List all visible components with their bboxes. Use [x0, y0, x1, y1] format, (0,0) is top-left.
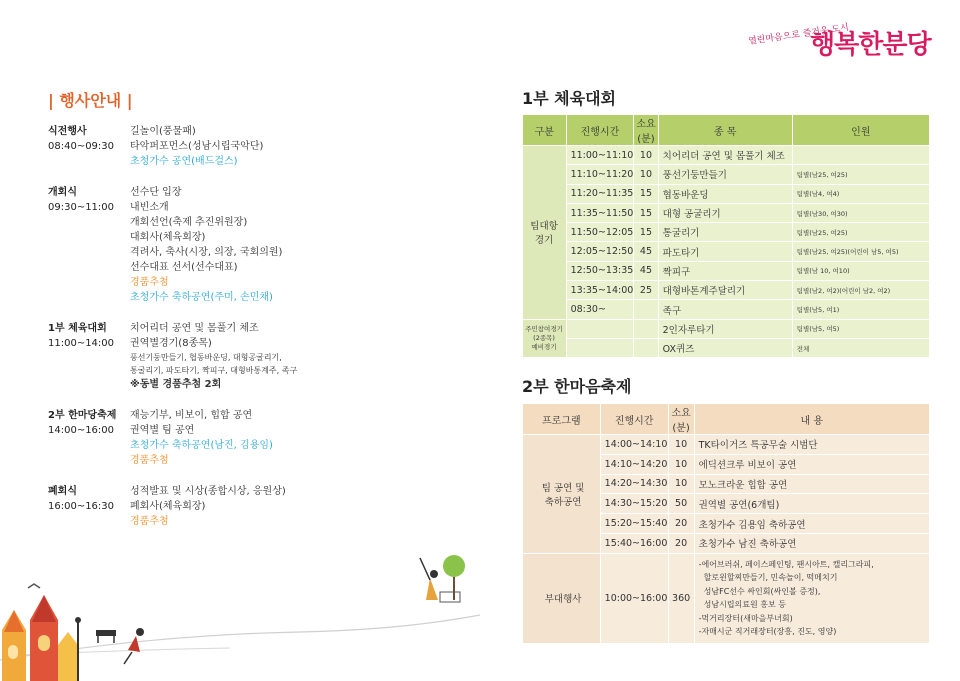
part1-table: [522, 114, 930, 358]
people-cell: [792, 146, 929, 165]
people-cell: 팀별(남 10, 여10): [792, 261, 929, 280]
event-detail: 경품추첨: [130, 455, 169, 466]
event-detail: 경품추첨: [130, 516, 169, 527]
event-detail: 폐회사(체육회장): [130, 501, 206, 512]
column-header: 소요 (분): [668, 404, 694, 435]
event-block: [48, 484, 448, 529]
event-detail: 재능기부, 비보이, 힙합 공연: [130, 410, 253, 421]
list-item: -자매시군 직거래장터(장흥, 진도, 영양): [698, 627, 837, 637]
event-cell: OX퀴즈: [658, 338, 792, 357]
list-item: -먹거리장터(새마을부녀회): [698, 613, 793, 623]
event-name: 개회식: [48, 187, 77, 198]
minutes-cell: [634, 319, 658, 338]
people-cell: 팀별(남30, 여30): [792, 203, 929, 222]
content-cell: 초청가수 남진 축하공연: [694, 533, 929, 553]
event-detail: 권역별 팀 공연: [130, 425, 195, 436]
minutes-cell: 45: [634, 242, 658, 261]
time-cell: 11:00~11:10: [566, 146, 634, 165]
time-cell: 13:35~14:00: [566, 281, 634, 300]
people-cell: 팀별(남4, 여4): [792, 184, 929, 203]
column-header: 진행시간: [600, 404, 668, 435]
list-item: -에어브러쉬, 페이스페인팅, 팬시아트, 캘리그라피,: [698, 559, 874, 569]
event-detail: 내빈소개: [130, 202, 169, 213]
minutes-cell: 50: [668, 494, 694, 514]
minutes-cell: 360: [668, 553, 694, 643]
event-detail: 대회사(체육회장): [130, 232, 206, 243]
event-name: 1부 체육대회: [48, 323, 107, 334]
time-cell: 14:00~14:10: [600, 435, 668, 455]
people-cell: 팀별(남25, 여25): [792, 223, 929, 242]
table-row: [523, 242, 930, 261]
time-cell: 11:10~11:20: [566, 165, 634, 184]
time-cell: 14:10~14:20: [600, 454, 668, 474]
people-cell: 팀별(남25, 여25): [792, 165, 929, 184]
people-cell: 팀별(남5, 여5): [792, 319, 929, 338]
column-header: 인원: [792, 115, 929, 146]
people-cell: 팀별(남2, 여2)(어린이 남2, 여2): [792, 281, 929, 300]
event-name: 식전행사: [48, 126, 87, 137]
event-cell: 협동바운딩: [658, 184, 792, 203]
time-cell: 11:50~12:05: [566, 223, 634, 242]
column-header: 프로그램: [523, 404, 601, 435]
table-row: [523, 203, 930, 222]
tree-illustration: [440, 555, 465, 602]
minutes-cell: 10: [634, 165, 658, 184]
jumping-girl-illustration: [420, 558, 438, 600]
time-cell: 14:30~15:20: [600, 494, 668, 514]
event-detail: 풍선기둥만들기, 협동바운딩, 대형공굴리기,: [130, 353, 282, 362]
castle-illustration: [2, 595, 78, 681]
event-detail: 길놀이(풍물패): [130, 126, 196, 137]
event-detail: 선수대표 선서(선수대표): [130, 262, 238, 273]
content-cell: 초청가수 김용임 축하공연: [694, 514, 929, 534]
minutes-cell: 15: [634, 184, 658, 203]
brand-name: 행복한분당: [810, 30, 931, 60]
event-detail: 초청가수 축하공연(남진, 김용임): [130, 440, 273, 451]
time-cell: 14:20~14:30: [600, 474, 668, 494]
event-detail: 권역별경기(8종목): [130, 338, 212, 349]
people-cell: 팀별(남25, 여25)(어린이 남5, 여5): [792, 242, 929, 261]
event-cell: 대형바톤계주달리기: [658, 281, 792, 300]
table-row: [523, 184, 930, 203]
event-time: 09:30~11:00: [48, 202, 115, 213]
minutes-cell: 10: [668, 474, 694, 494]
event-name: 2부 한마당축제: [48, 410, 117, 421]
time-cell: 10:00~16:00: [600, 553, 668, 643]
time-cell: 15:20~15:40: [600, 514, 668, 534]
table-header: [523, 404, 930, 435]
part2-table: [522, 403, 930, 644]
event-guide-title: | 행사안내 |: [48, 91, 133, 110]
event-detail: ※동별 경품추첨 2회: [130, 379, 222, 390]
running-girl-illustration: [124, 628, 144, 664]
table-row: [523, 435, 930, 455]
event-time: 08:40~09:30: [48, 141, 115, 152]
event-detail: 타악퍼포먼스(성남시립국악단): [130, 141, 264, 152]
content-cell: 권역별 공연(6개팀): [694, 494, 929, 514]
minutes-cell: 25: [634, 281, 658, 300]
event-cell: 파도타기: [658, 242, 792, 261]
time-cell: [566, 338, 634, 357]
list-item: 할로윈할찌만들기, 민속놀이, 떡메치기: [698, 573, 838, 583]
table-row: [523, 146, 930, 165]
event-detail: 통굴리기, 파도타기, 짝피구, 대형바통계주, 족구: [130, 366, 298, 375]
minutes-cell: 45: [634, 261, 658, 280]
column-header: 종 목: [658, 115, 792, 146]
event-detail: 치어리더 공연 및 몸풀기 체조: [130, 323, 259, 334]
time-cell: 15:40~16:00: [600, 533, 668, 553]
event-detail: 격려사, 축사(시장, 의장, 국회의원): [130, 247, 283, 258]
table-row: [523, 319, 930, 338]
minutes-cell: [634, 300, 658, 319]
event-detail: 경품추첨: [130, 277, 169, 288]
content-cell: 모노크라운 힙합 공연: [694, 474, 929, 494]
event-detail: 초청가수 공연(배드걸스): [130, 156, 238, 167]
table-row: [523, 281, 930, 300]
minutes-cell: 15: [634, 203, 658, 222]
column-header: 구분: [523, 115, 567, 146]
time-cell: 11:20~11:35: [566, 184, 634, 203]
brand-logo: [748, 22, 938, 68]
table-row: [523, 338, 930, 357]
table-header: [523, 115, 930, 146]
time-cell: 08:30~: [566, 300, 634, 319]
table-row: [523, 261, 930, 280]
time-cell: 11:35~11:50: [566, 203, 634, 222]
event-cell: 족구: [658, 300, 792, 319]
table-row: [523, 165, 930, 184]
group-cell: 팀 공연 및 축하공연: [523, 435, 601, 554]
event-cell: 풍선기둥만들기: [658, 165, 792, 184]
event-detail: 초청가수 축하공연(주미, 손민채): [130, 292, 273, 303]
column-header: 소요 (분): [634, 115, 658, 146]
group-cell: 부대행사: [523, 553, 601, 643]
people-cell: 팀별(남5, 여1): [792, 300, 929, 319]
part2-title: 2부 한마음축제: [522, 377, 632, 396]
event-name: 폐회식: [48, 486, 77, 497]
content-cell: TK타이거즈 특공무술 시범단: [694, 435, 929, 455]
event-cell: 통굴리기: [658, 223, 792, 242]
column-header: 내 용: [694, 404, 929, 435]
brand-slogan: 열린마음으로 즐거운 도시: [747, 23, 850, 48]
minutes-cell: 10: [634, 146, 658, 165]
event-detail: 개회선언(축제 추진위원장): [130, 217, 248, 228]
event-time: 16:00~16:30: [48, 501, 115, 512]
time-cell: 12:05~12:50: [566, 242, 634, 261]
event-cell: 대형 공굴리기: [658, 203, 792, 222]
content-cell: 에딕션크루 비보이 공연: [694, 454, 929, 474]
group-cell: 팀대항 경기: [523, 146, 567, 320]
minutes-cell: 20: [668, 514, 694, 534]
event-detail: 성적발표 및 시상(종합시상, 응원상): [130, 486, 286, 497]
column-header: 진행시간: [566, 115, 634, 146]
minutes-cell: [634, 338, 658, 357]
event-block: [48, 124, 448, 169]
table-row: [523, 553, 930, 643]
list-item: 성남시립의료원 홍보 등: [698, 600, 787, 610]
people-cell: 전체: [792, 338, 929, 357]
table-row: [523, 223, 930, 242]
event-detail: 선수단 입장: [130, 187, 182, 198]
event-time: 14:00~16:00: [48, 425, 115, 436]
time-cell: 12:50~13:35: [566, 261, 634, 280]
group-cell: 주민참여경기 (2종목) 예비경기: [523, 319, 567, 358]
event-schedule: [48, 124, 448, 545]
event-cell: 치어리더 공연 및 몸풀기 체조: [658, 146, 792, 165]
list-item: 성남FC선수 싸인회(싸인볼 증정),: [698, 586, 821, 596]
content-cell: [694, 553, 929, 643]
minutes-cell: 10: [668, 435, 694, 455]
part1-title: 1부 체육대회: [522, 89, 616, 108]
town-illustration: [0, 540, 480, 681]
time-cell: [566, 319, 634, 338]
event-cell: 짝피구: [658, 261, 792, 280]
event-block: [48, 321, 448, 392]
event-time: 11:00~14:00: [48, 338, 115, 349]
event-block: [48, 408, 448, 468]
table-row: [523, 300, 930, 319]
minutes-cell: 20: [668, 533, 694, 553]
minutes-cell: 15: [634, 223, 658, 242]
minutes-cell: 10: [668, 454, 694, 474]
event-block: [48, 185, 448, 305]
event-cell: 2인자루타기: [658, 319, 792, 338]
